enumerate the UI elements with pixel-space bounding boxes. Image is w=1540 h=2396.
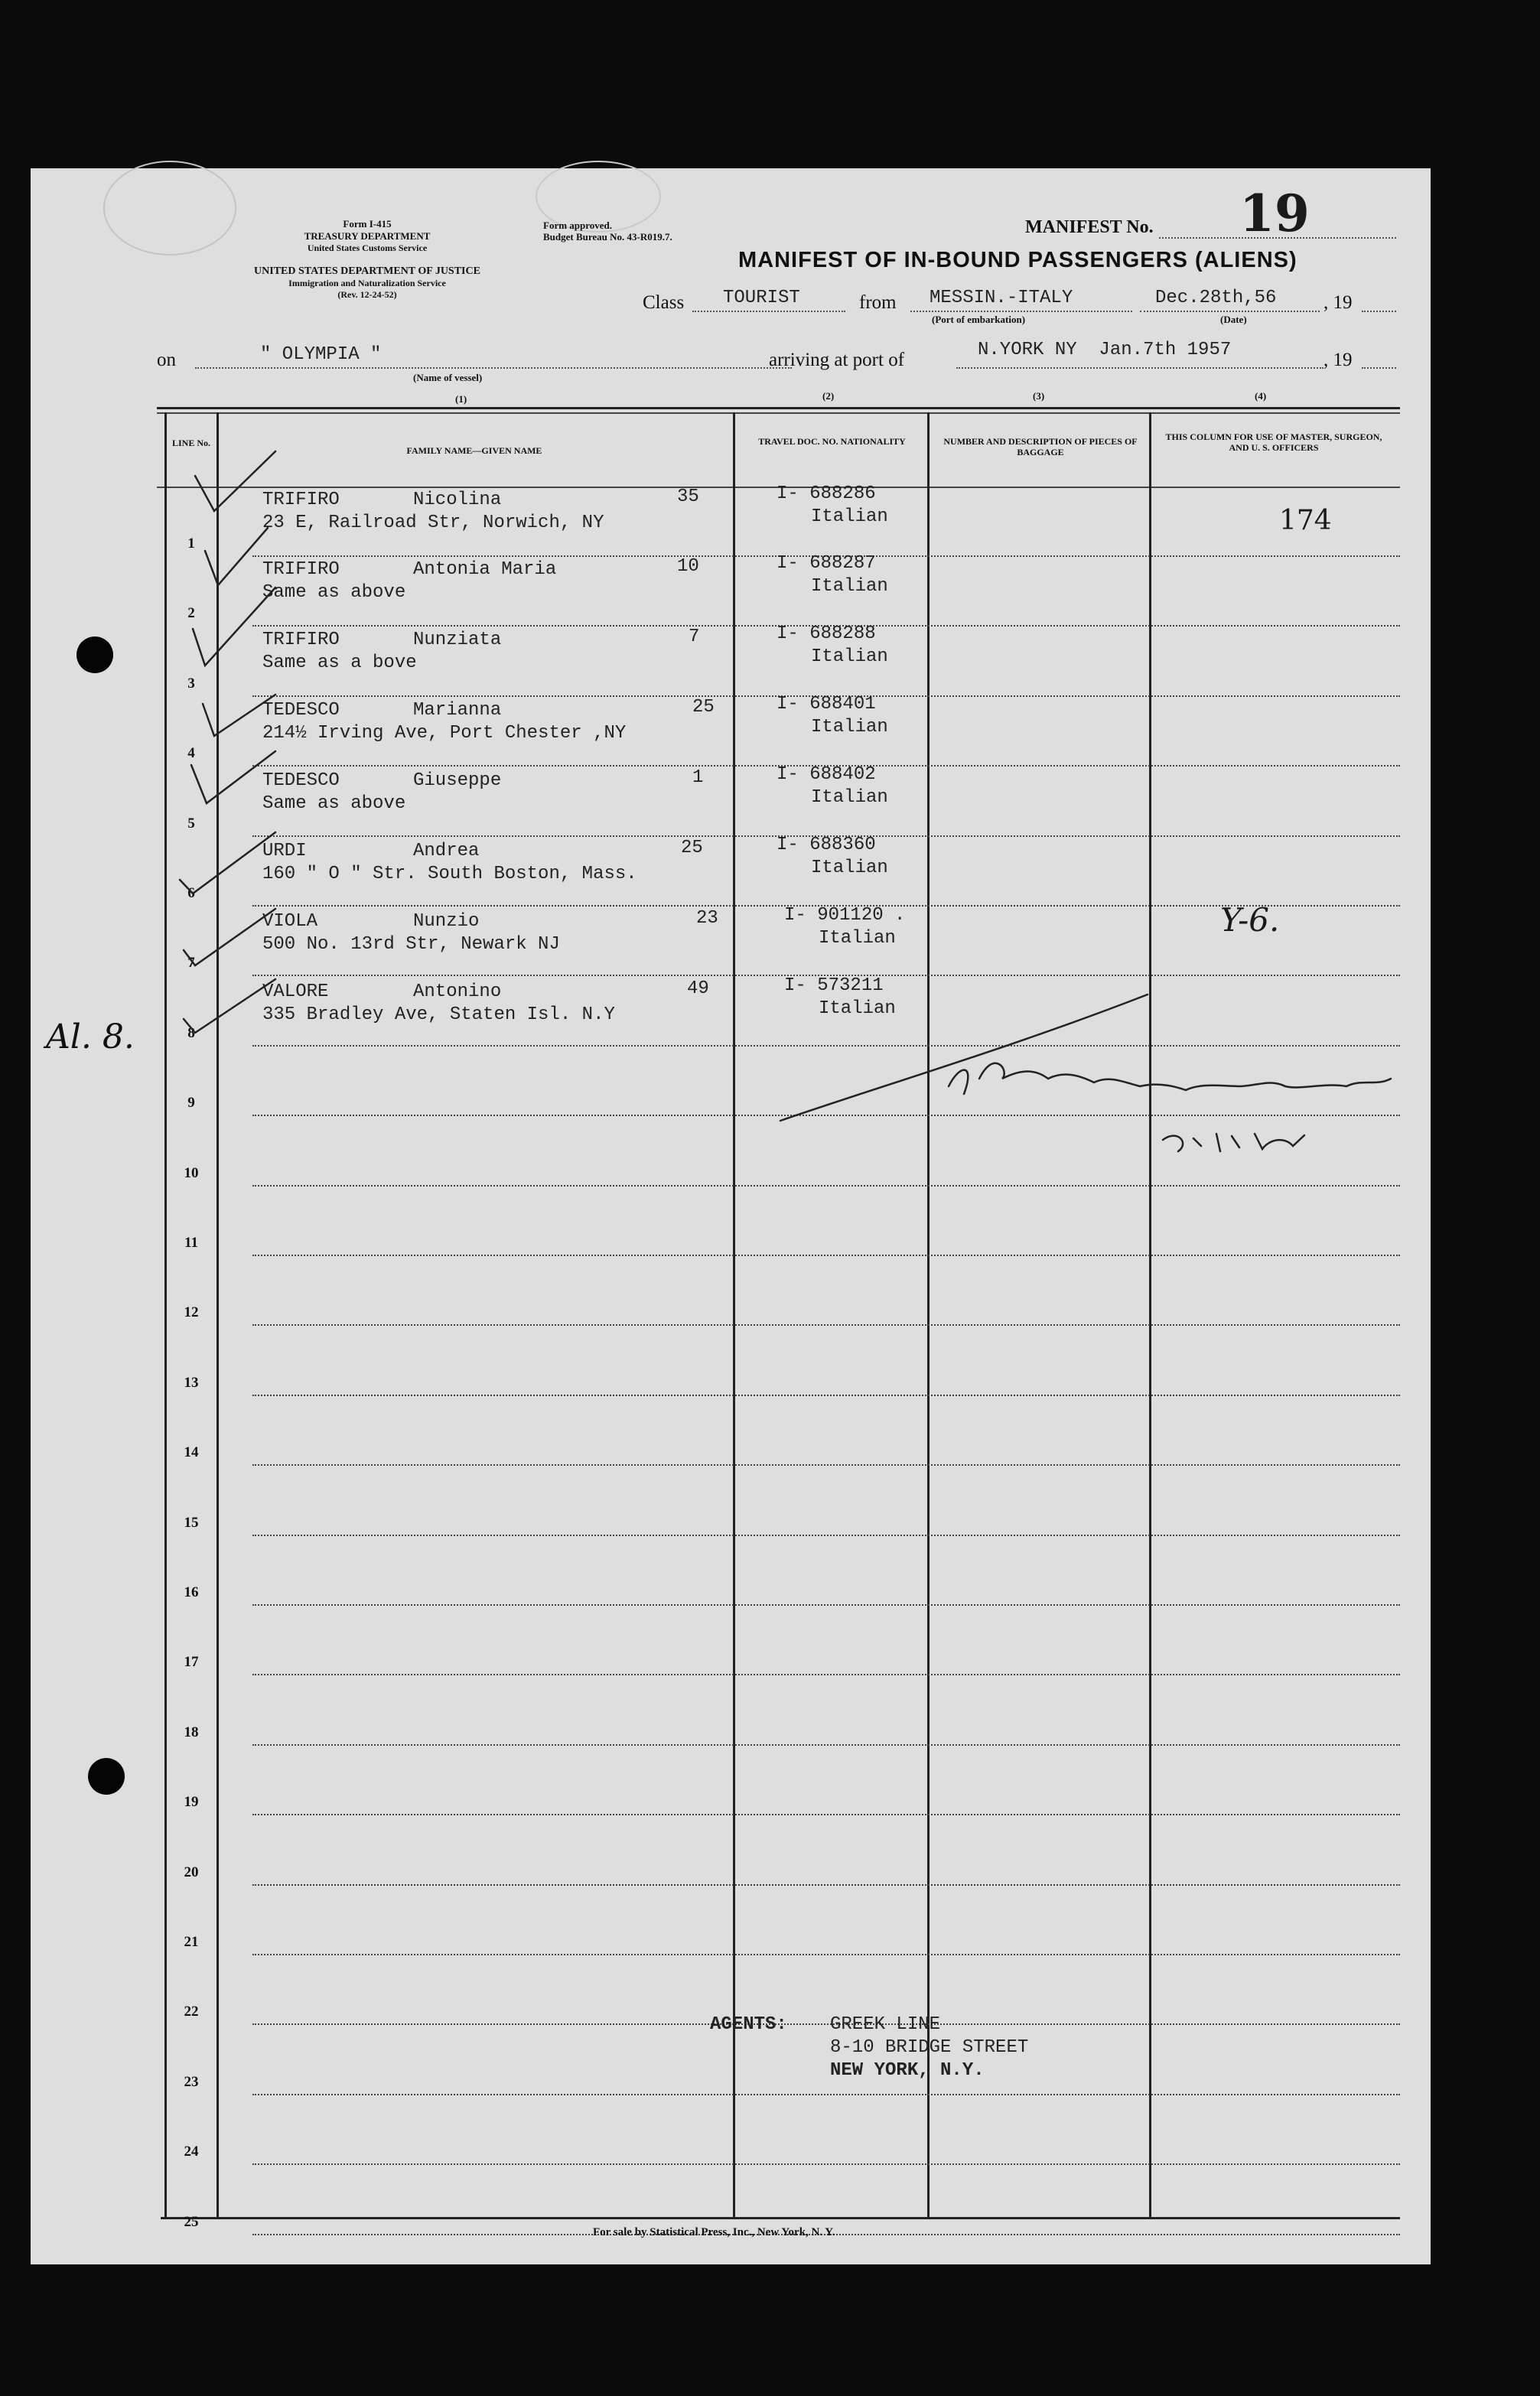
check-mark-6 xyxy=(180,832,275,894)
budget-bureau: Budget Bureau No. 43-R019.7. xyxy=(543,231,672,243)
agents-line-2: 8-10 BRIDGE STREET xyxy=(830,2037,1029,2058)
vessel-value: " OLYMPIA " xyxy=(260,344,382,365)
nationality: Italian xyxy=(819,928,896,949)
address: Same as a bove xyxy=(262,653,417,673)
line-number: 25 xyxy=(184,2214,199,2230)
agents-label: AGENTS: xyxy=(710,2014,787,2035)
agents-line-3: NEW YORK, N.Y. xyxy=(830,2060,985,2081)
date-value: Dec.28th,56 xyxy=(1155,288,1277,308)
line-number: 21 xyxy=(184,1934,199,1950)
travel-doc-number: I- 688402 xyxy=(777,764,876,785)
date-caption: (Date) xyxy=(1220,314,1247,325)
signature-initials xyxy=(1163,1134,1304,1151)
given-name: Andrea xyxy=(413,841,480,861)
family-name: TEDESCO xyxy=(262,770,340,791)
margin-note: Al. 8. xyxy=(46,1017,135,1056)
header-line-no: LINE No. xyxy=(171,438,210,448)
officer-note-y6: Y-6. xyxy=(1220,901,1280,939)
class-value: TOURIST xyxy=(723,288,800,308)
from-label: from xyxy=(859,292,897,313)
col-label-1: (1) xyxy=(455,393,467,405)
line-number: 23 xyxy=(184,2074,199,2090)
line-number: 22 xyxy=(184,2004,199,2020)
officer-note-174: 174 xyxy=(1279,505,1332,536)
line-number: 10 xyxy=(184,1165,199,1181)
age: 25 xyxy=(681,838,703,858)
treasury-department: TREASURY DEPARTMENT xyxy=(304,230,431,242)
age: 49 xyxy=(687,978,709,999)
given-name: Giuseppe xyxy=(413,770,502,791)
agents-line-1: GREEK LINE xyxy=(830,2014,941,2035)
header-baggage: NUMBER AND DESCRIPTION OF PIECES OF BAGGAGE xyxy=(943,436,1138,457)
nationality: Italian xyxy=(811,646,888,667)
check-mark-5 xyxy=(191,751,275,803)
line-number: 15 xyxy=(184,1515,199,1531)
justice-department: UNITED STATES DEPARTMENT OF JUSTICE xyxy=(254,265,480,277)
port-value: MESSIN.-ITALY xyxy=(930,288,1073,308)
check-mark-3 xyxy=(193,588,275,666)
on-label: on xyxy=(157,350,176,370)
given-name: Marianna xyxy=(413,700,502,721)
given-name: Nunziata xyxy=(413,630,502,650)
arrival-value: N.YORK NY Jan.7th 1957 xyxy=(978,340,1232,360)
year-prefix-2: , 19 xyxy=(1323,350,1353,370)
manifest-no-label: MANIFEST No. xyxy=(1025,217,1154,237)
revision-date: (Rev. 12-24-52) xyxy=(337,289,397,300)
travel-doc-number: I- 901120 . xyxy=(784,905,906,926)
given-name: Antonino xyxy=(413,982,502,1002)
address: 500 No. 13rd Str, Newark NJ xyxy=(262,934,560,955)
check-mark-1 xyxy=(195,451,275,511)
form-approved: Form approved. xyxy=(543,220,613,231)
nationality: Italian xyxy=(811,787,888,808)
check-mark-2 xyxy=(205,528,268,585)
line-number: 1 xyxy=(187,536,195,552)
line-number: 8 xyxy=(187,1025,195,1041)
travel-doc-number: I- 688287 xyxy=(777,553,876,574)
footer-printer: For sale by Statistical Press, Inc., New York, N. Y. xyxy=(593,2226,835,2238)
line-number: 18 xyxy=(184,1724,199,1740)
nationality: Italian xyxy=(811,717,888,737)
check-mark-4 xyxy=(203,695,275,736)
line-number: 11 xyxy=(184,1235,198,1251)
address: Same as above xyxy=(262,793,406,814)
travel-doc-number: I- 688401 xyxy=(777,694,876,715)
line-number: 5 xyxy=(187,815,195,832)
given-name: Nunzio xyxy=(413,911,480,932)
col-label-4: (4) xyxy=(1255,390,1267,402)
travel-doc-number: I- 688286 xyxy=(777,483,876,504)
arriving-label: arriving at port of xyxy=(769,350,905,370)
nationality: Italian xyxy=(811,506,888,527)
line-number: 7 xyxy=(187,955,195,971)
line-number: 6 xyxy=(187,885,195,901)
family-name: TRIFIRO xyxy=(262,630,340,650)
age: 1 xyxy=(692,767,704,788)
manifest-page xyxy=(31,168,1431,2264)
given-name: Nicolina xyxy=(413,490,502,510)
signature xyxy=(949,1063,1391,1094)
travel-doc-number: I- 573211 xyxy=(784,975,884,996)
family-name: VALORE xyxy=(262,982,329,1002)
header-travel-doc: TRAVEL DOC. NO. NATIONALITY xyxy=(758,436,906,447)
year-prefix-1: , 19 xyxy=(1323,292,1353,313)
long-stroke xyxy=(780,995,1148,1121)
age: 25 xyxy=(692,697,715,718)
manifest-title: MANIFEST OF IN-BOUND PASSENGERS (ALIENS) xyxy=(738,248,1297,272)
line-number: 4 xyxy=(187,745,195,761)
line-number: 17 xyxy=(184,1654,199,1670)
ins-service: Immigration and Naturalization Service xyxy=(288,278,446,288)
nationality: Italian xyxy=(811,858,888,878)
check-mark-7 xyxy=(184,909,275,965)
line-number: 13 xyxy=(184,1375,199,1391)
age: 7 xyxy=(689,627,700,647)
class-label: Class xyxy=(643,292,685,313)
family-name: TRIFIRO xyxy=(262,559,340,580)
header-officers: THIS COLUMN FOR USE OF MASTER, SURGEON, AND U. S. OFFICERS xyxy=(1165,431,1382,453)
customs-service: United States Customs Service xyxy=(307,243,428,253)
line-number: 16 xyxy=(184,1584,199,1600)
line-number: 19 xyxy=(184,1794,199,1810)
nationality: Italian xyxy=(819,998,896,1019)
given-name: Antonia Maria xyxy=(413,559,557,580)
manifest-number: 19 xyxy=(1239,184,1310,243)
age: 10 xyxy=(677,556,699,577)
address: 335 Bradley Ave, Staten Isl. N.Y xyxy=(262,1004,615,1025)
port-caption: (Port of embarkation) xyxy=(932,314,1026,325)
address: 23 E, Railroad Str, Norwich, NY xyxy=(262,513,604,533)
line-number: 2 xyxy=(187,605,195,621)
header-name: FAMILY NAME—GIVEN NAME xyxy=(406,445,542,456)
form-number: Form I-415 xyxy=(343,218,392,230)
family-name: VIOLA xyxy=(262,911,318,932)
age: 35 xyxy=(677,487,699,507)
vessel-caption: (Name of vessel) xyxy=(413,372,483,383)
check-mark-8 xyxy=(184,979,275,1033)
age: 23 xyxy=(696,908,718,929)
address: 160 " O " Str. South Boston, Mass. xyxy=(262,864,637,884)
family-name: URDI xyxy=(262,841,307,861)
nationality: Italian xyxy=(811,576,888,597)
line-number: 24 xyxy=(184,2144,199,2160)
line-number: 14 xyxy=(184,1444,199,1460)
col-label-3: (3) xyxy=(1033,390,1045,402)
line-number: 9 xyxy=(187,1095,195,1111)
line-number: 3 xyxy=(187,676,195,692)
line-number: 20 xyxy=(184,1864,199,1880)
line-number: 12 xyxy=(184,1304,199,1320)
family-name: TRIFIRO xyxy=(262,490,340,510)
address: 214½ Irving Ave, Port Chester ,NY xyxy=(262,723,627,744)
family-name: TEDESCO xyxy=(262,700,340,721)
address: Same as above xyxy=(262,582,406,603)
handwritten-marks xyxy=(31,168,1431,2264)
travel-doc-number: I- 688360 xyxy=(777,835,876,855)
col-label-2: (2) xyxy=(822,390,835,402)
travel-doc-number: I- 688288 xyxy=(777,623,876,644)
